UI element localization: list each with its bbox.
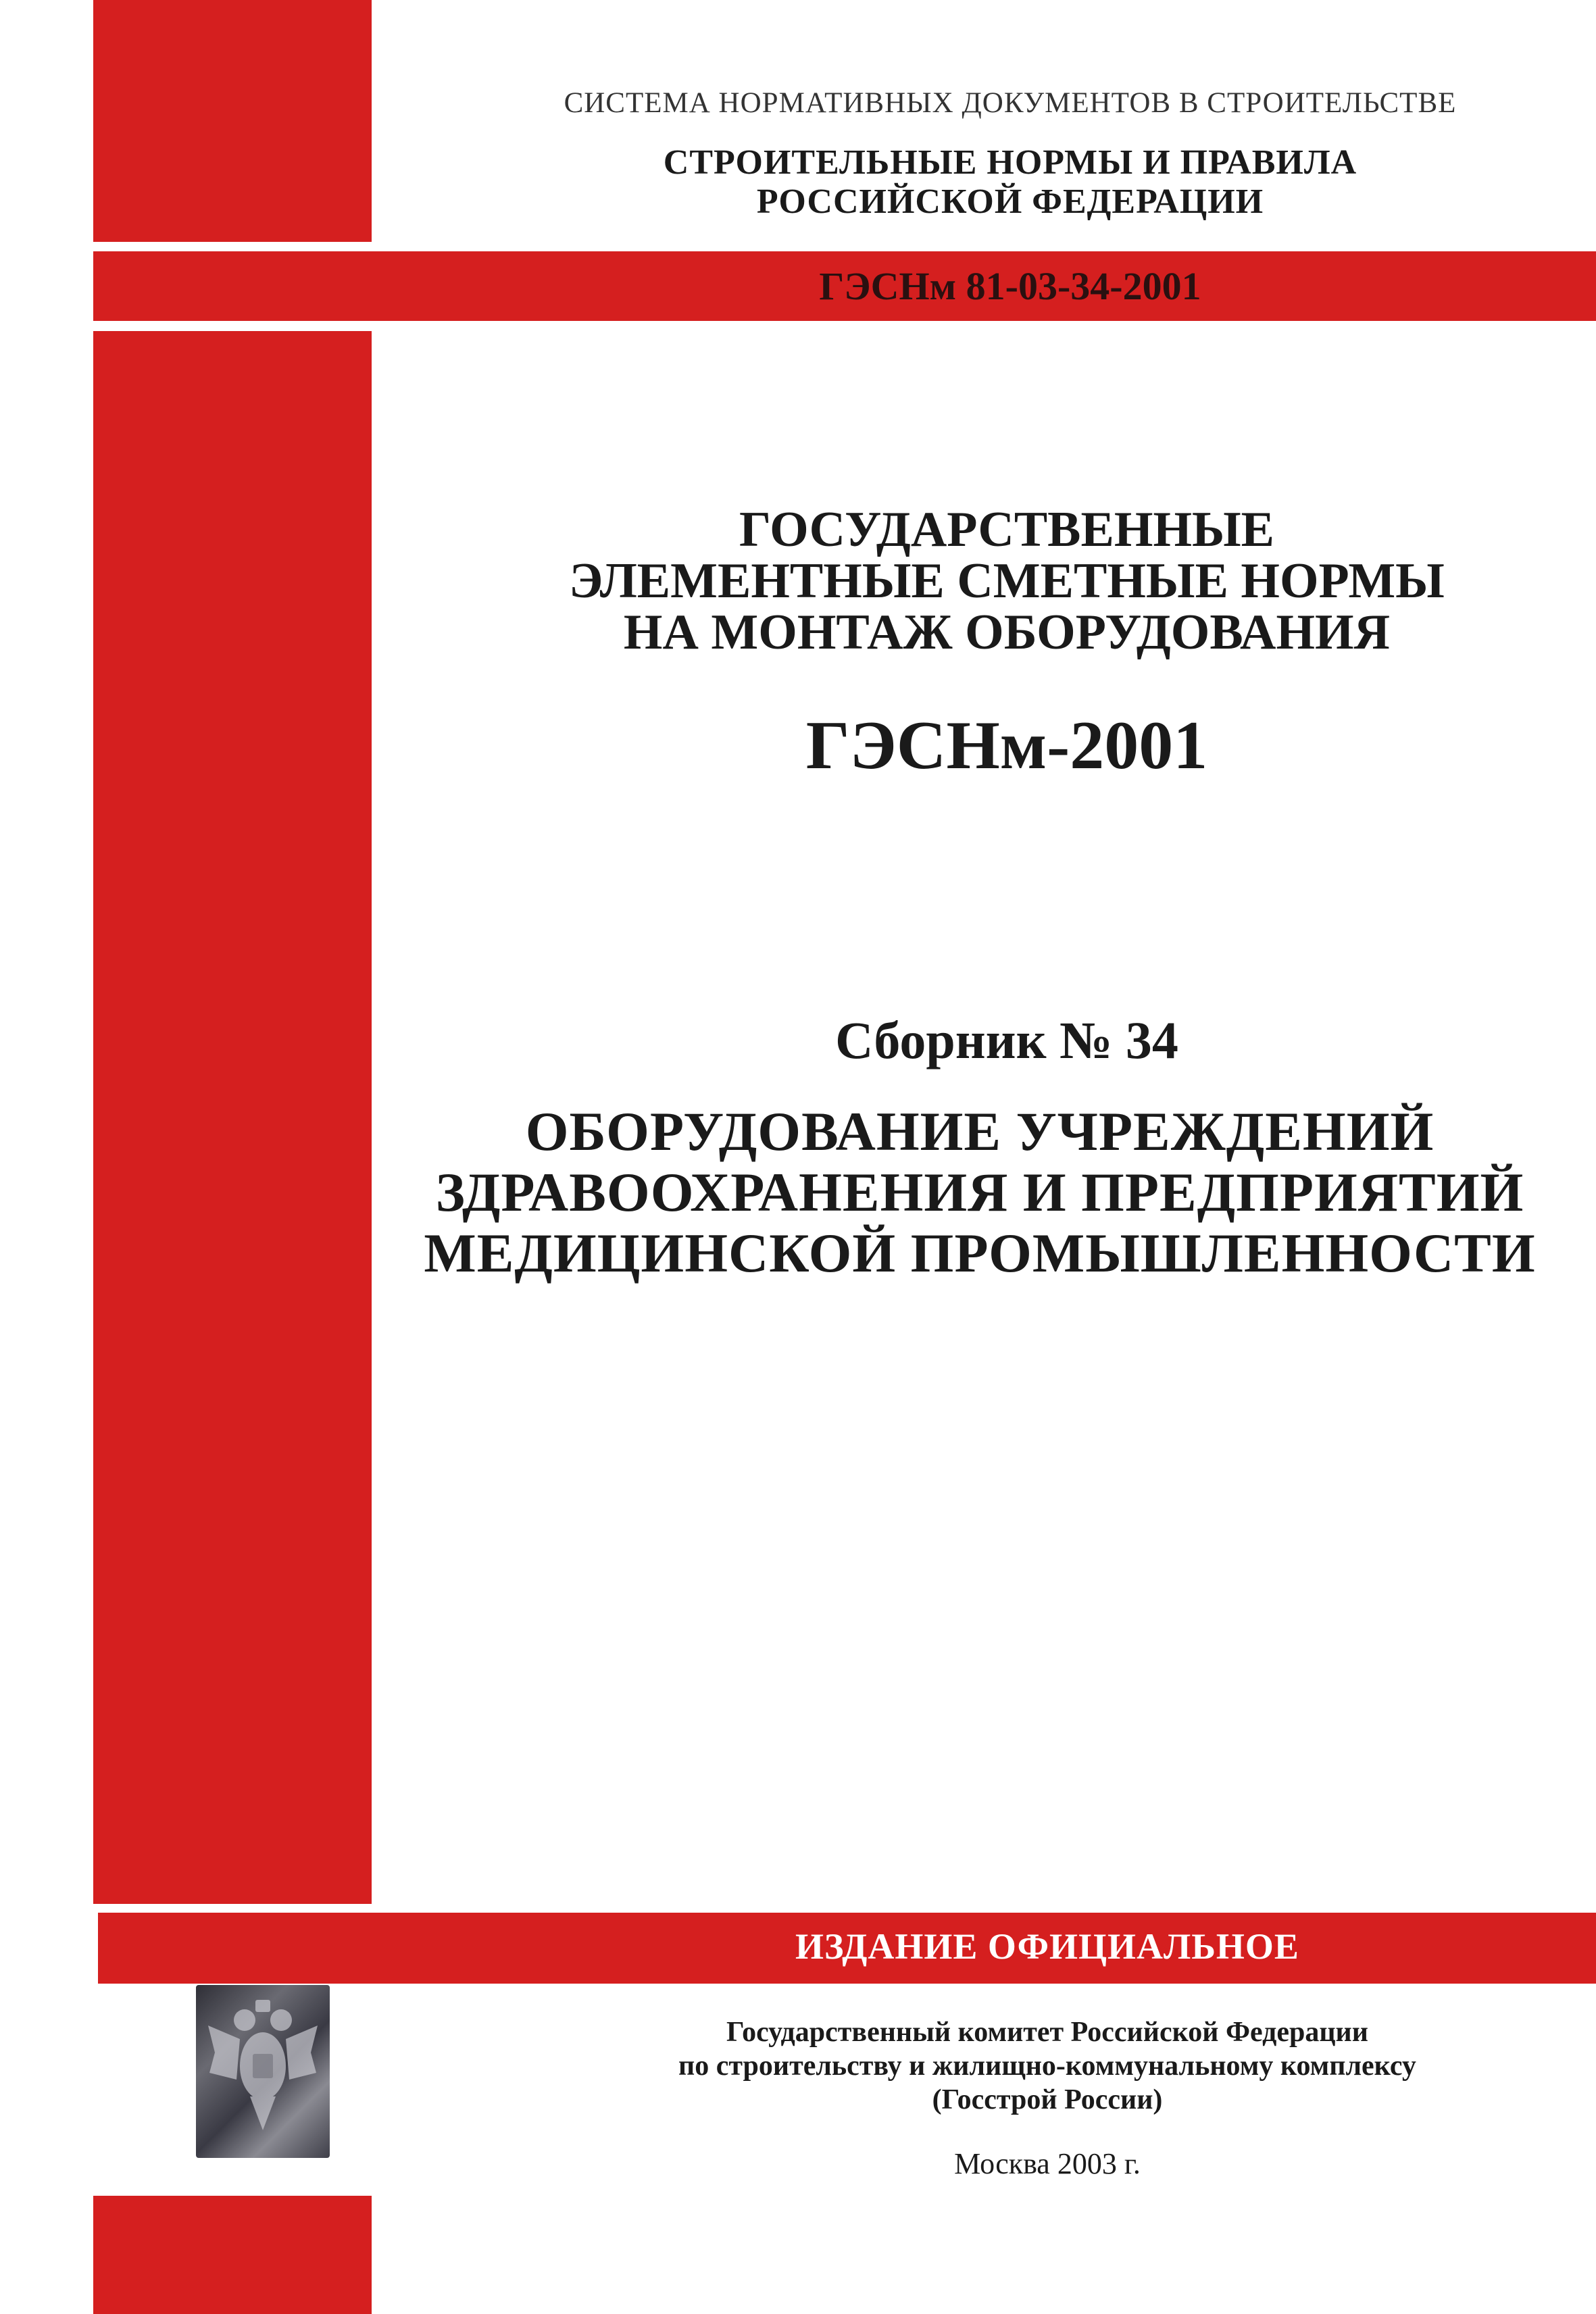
document-code: ГЭСНм 81-03-34-2001 [819,264,1201,308]
snip-title [520,143,1500,222]
main-code: ГЭСНм-2001 [805,707,1208,784]
publisher-line3: (Госстрой России) [932,2084,1163,2115]
system-line: СИСТЕМА НОРМАТИВНЫХ ДОКУМЕНТОВ В СТРОИТЕЛЬСТВЕ [564,87,1457,119]
main-title-line1: ГОСУДАРСТВЕННЫЕ [739,502,1275,557]
snip-title-line1: СТРОИТЕЛЬНЫЕ НОРМЫ И ПРАВИЛА [663,143,1357,182]
collection-title [378,1101,1581,1284]
red-stripe-main [93,331,372,1904]
collection-title-line1: ОБОРУДОВАНИЕ УЧРЕЖДЕНИЙ [525,1101,1435,1162]
publisher-line1: Государственный комитет Российской Федерации [726,2017,1368,2048]
collection-number: Сборник № 34 [835,1011,1178,1070]
collection-title-line2: ЗДРАВООХРАНЕНИЯ И ПРЕДПРИЯТИЙ [435,1161,1524,1223]
publisher [520,2015,1574,2117]
city-year: Москва 2003 г. [954,2147,1141,2180]
official-edition-label: ИЗДАНИЕ ОФИЦИАЛЬНОЕ [795,1926,1299,1967]
double-headed-eagle-hologram-icon [196,1985,330,2158]
main-title [487,504,1527,658]
snip-title-line2: РОССИЙСКОЙ ФЕДЕРАЦИИ [756,182,1264,221]
red-stripe-top [93,0,372,242]
eagle-emblem-icon [196,1985,330,2158]
collection-title-line3: МЕДИЦИНСКОЙ ПРОМЫШЛЕННОСТИ [424,1222,1536,1284]
publisher-line2: по строительству и жилищно-коммунальному комплексу [678,2051,1416,2082]
red-stripe-bottom [93,2196,372,2314]
main-title-line2: ЭЛЕМЕНТНЫЕ СМЕТНЫЕ НОРМЫ [569,553,1445,609]
main-title-line3: НА МОНТАЖ ОБОРУДОВАНИЯ [623,605,1391,660]
